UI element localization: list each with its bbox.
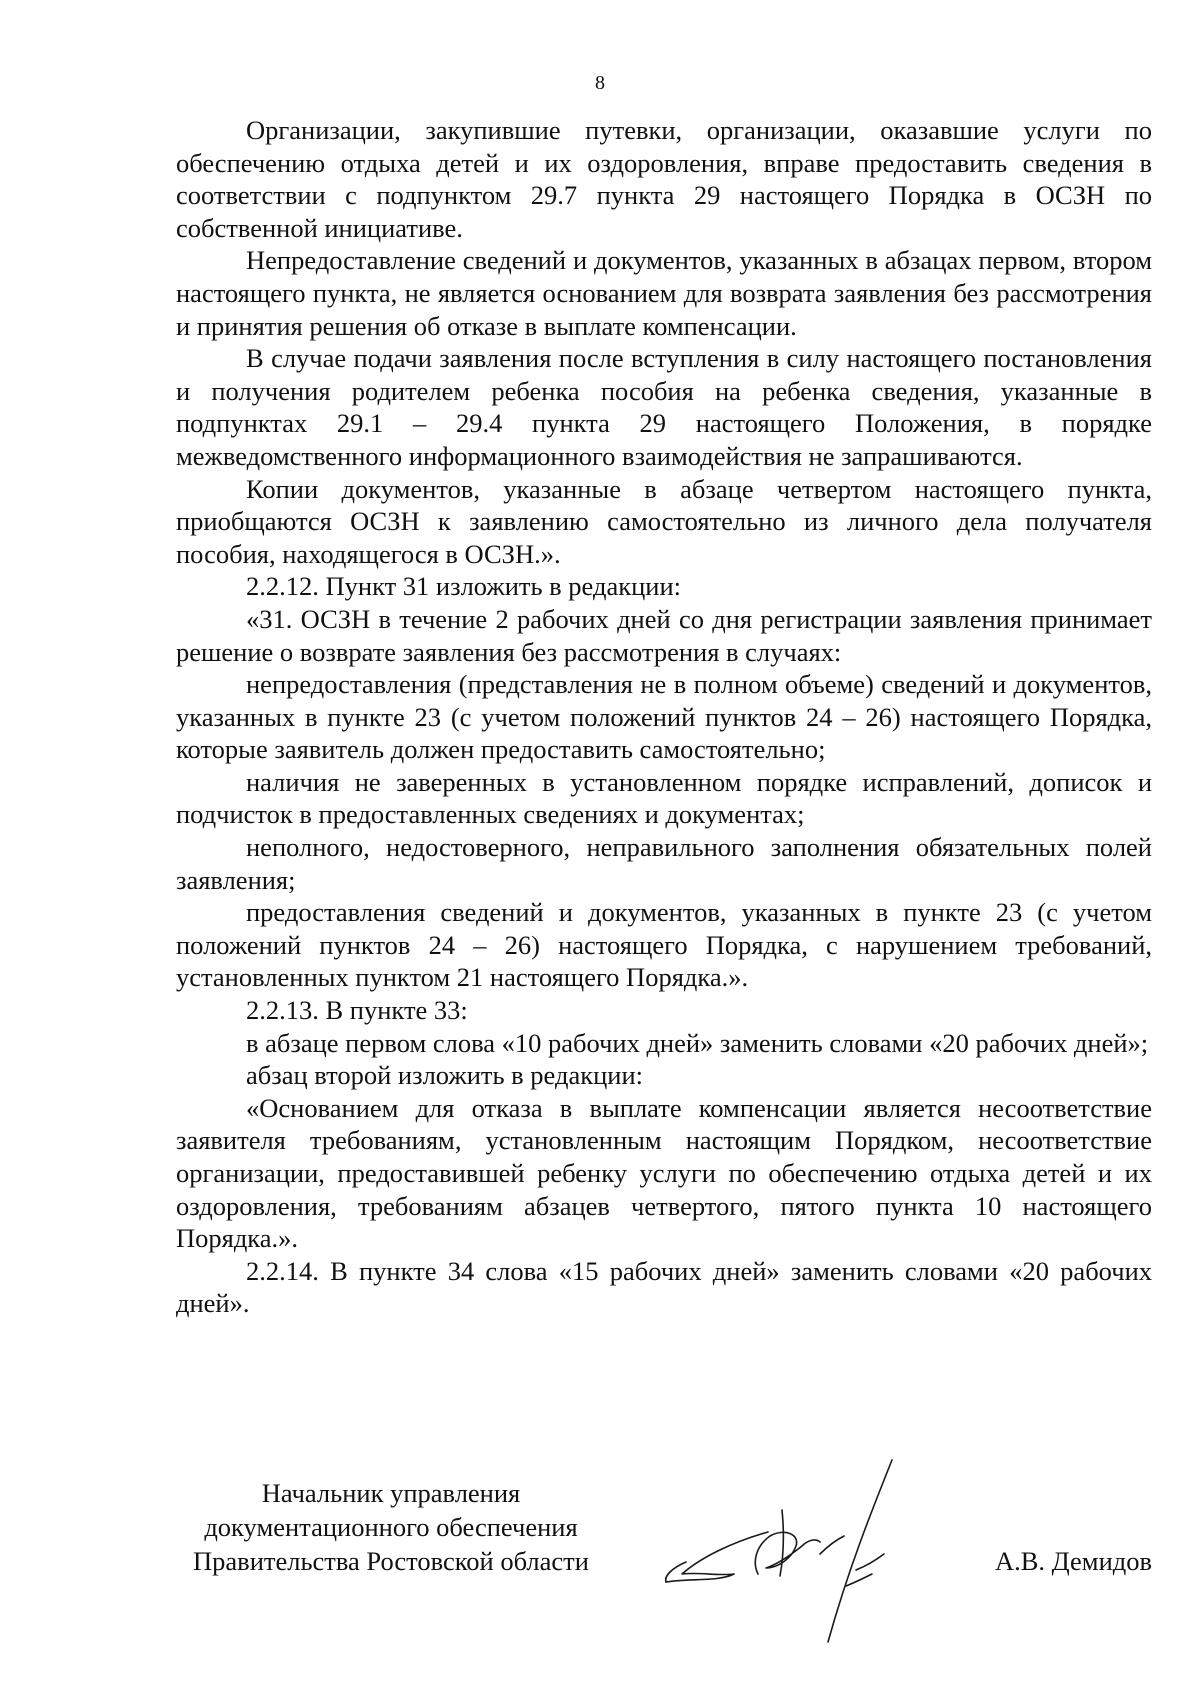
paragraph: непредоставления (представления не в полном объеме) сведений и документов, указанных в пункте 23 (с учетом положений пунктов 24 – 26) настоящего Порядка, которые заявитель должен предоставить самостоятельно; <box>176 669 1152 765</box>
signer-position-line: документационного обеспечения <box>204 1512 578 1542</box>
document-body <box>176 114 1152 1320</box>
paragraph: наличия не заверенных в установленном порядке исправлений, дописок и подчисток в предоставленных сведениях и документах; <box>176 766 1152 830</box>
paragraph: 2.2.14. В пункте 34 слова «15 рабочих дней» заменить словами «20 рабочих дней». <box>176 1255 1152 1319</box>
paragraph: предоставления сведений и документов, указанных в пункте 23 (с учетом положений пунктов 24 – 26) настоящего Порядка, с нарушением требований, установленных пунктом 21 настоящего Порядка.». <box>176 897 1152 993</box>
paragraph: 2.2.12. Пункт 31 изложить в редакции: <box>246 571 681 602</box>
paragraph: абзац второй изложить в редакции: <box>246 1060 643 1091</box>
paragraph: «31. ОСЗН в течение 2 рабочих дней со дня регистрации заявления принимает решение о возврате заявления без рассмотрения в случаях: <box>176 603 1152 667</box>
paragraph: неполного, недостоверного, неправильного заполнения обязательных полей заявления; <box>176 832 1152 895</box>
page-number: 8 <box>595 72 605 94</box>
paragraph: «Основанием для отказа в выплате компенсации является несоответствие заявителя требованиям, установленным настоящим Порядком, несоответствие организации, предоставившей ребенку услуги по обеспечению отдыха детей и их оздоровления, требованиям абзацев четвертого, пятого пункта 10 настоящего Порядка.». <box>176 1092 1152 1254</box>
signer-position <box>176 1476 606 1578</box>
handwritten-signature <box>660 1450 950 1650</box>
signer-position-line: Правительства Ростовской области <box>193 1546 589 1576</box>
paragraph: Организации, закупившие путевки, организации, оказавшие услуги по обеспечению отдыха детей и их оздоровления, вправе предоставить сведения в соответствии с подпунктом 29.7 пункта 29 настоящего Порядка в ОСЗН по собственной инициативе. <box>176 115 1152 243</box>
paragraph: 2.2.13. В пункте 33: <box>246 995 468 1026</box>
paragraph: Копии документов, указанные в абзаце четвертом настоящего пункта, приобщаются ОСЗН к заявлению самостоятельно из личного дела получателя пособия, находящегося в ОСЗН.». <box>176 473 1152 569</box>
paragraph: Непредоставление сведений и документов, указанных в абзацах первом, втором настоящего пункта, не является основанием для возврата заявления без рассмотрения и принятия решения об отказе в выплате компенсации. <box>176 245 1152 341</box>
paragraph: в абзаце первом слова «10 рабочих дней» заменить словами «20 рабочих дней»; <box>246 1027 1149 1058</box>
paragraph: В случае подачи заявления после вступления в силу настоящего постановления и получения родителем ребенка пособия на ребенка сведения, указанные в подпунктах 29.1 – 29.4 пункта 29 настоящего Положения, в порядке межведомственного информационного взаимодействия не запрашиваются. <box>176 343 1152 471</box>
signer-name: А.В. Демидов <box>994 1546 1152 1576</box>
signer-position-line: Начальник управления <box>261 1478 521 1508</box>
